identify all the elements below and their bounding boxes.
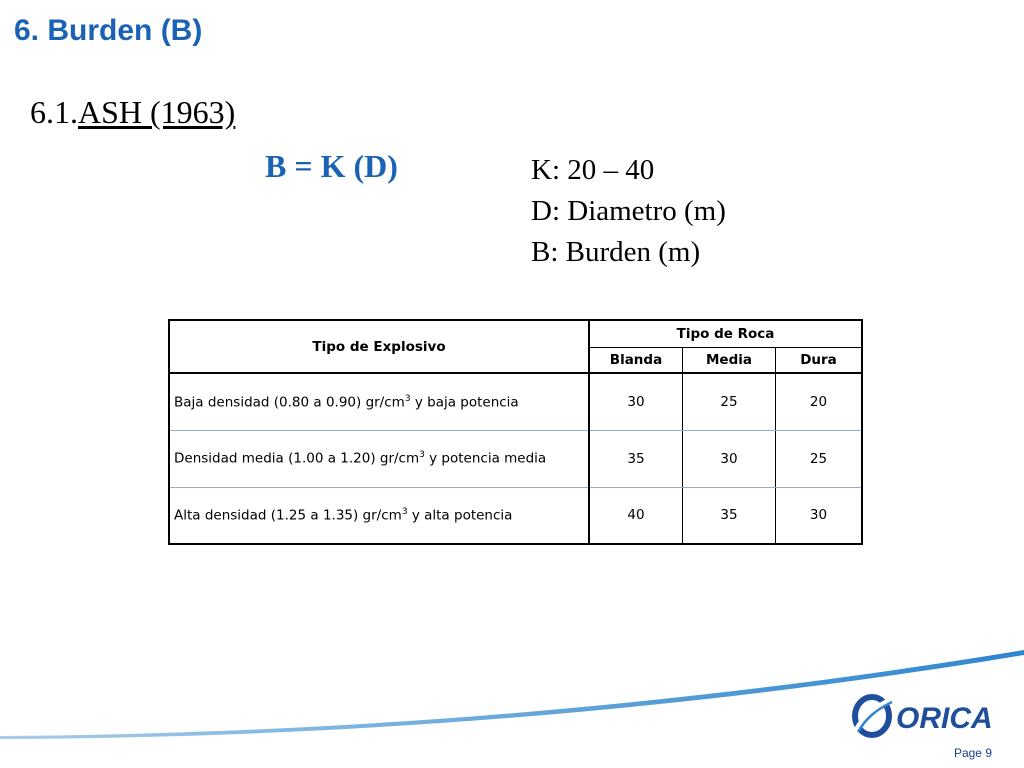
table-row — [169, 487, 862, 544]
formula-legend — [531, 150, 726, 273]
table-row — [169, 430, 862, 487]
value-blanda: 40 — [589, 487, 683, 544]
section-heading — [30, 94, 235, 131]
value-dura: 25 — [776, 430, 863, 487]
header-rock: Tipo de Roca — [589, 320, 862, 347]
burden-table — [168, 319, 863, 545]
header-media: Media — [683, 347, 776, 373]
section-name: ASH (1963) — [78, 94, 236, 130]
value-media: 30 — [683, 430, 776, 487]
value-dura: 30 — [776, 487, 863, 544]
legend-k: K: 20 – 40 — [531, 154, 655, 186]
svg-text:ORICA: ORICA — [896, 702, 993, 735]
header-explosive: Tipo de Explosivo — [169, 320, 589, 373]
table-row — [169, 373, 862, 430]
orica-logo — [850, 690, 1000, 742]
value-media: 25 — [683, 373, 776, 430]
legend-b: B: Burden (m) — [531, 236, 701, 268]
page-number: Page 9 — [953, 746, 992, 760]
burden-formula: B = K (D) — [265, 148, 398, 184]
value-media: 35 — [683, 487, 776, 544]
header-dura: Dura — [776, 347, 863, 373]
row-label: Alta densidad (1.25 a 1.35) $gr/cm^3$ y alta potencia — [169, 487, 589, 544]
section-number: 6.1. — [30, 94, 78, 130]
legend-d: D: Diametro (m) — [531, 195, 726, 227]
slide-title: 6. Burden (B) — [14, 14, 203, 47]
value-blanda: 30 — [589, 373, 683, 430]
value-dura: 20 — [776, 373, 863, 430]
value-blanda: 35 — [589, 430, 683, 487]
orica-logo-icon — [855, 697, 892, 735]
row-label: Baja densidad (0.80 a 0.90) $gr/cm^3$ y baja potencia — [169, 373, 589, 430]
row-label: Densidad media (1.00 a 1.20) $gr/cm^3$ y potencia media — [169, 430, 589, 487]
header-blanda: Blanda — [589, 347, 683, 373]
